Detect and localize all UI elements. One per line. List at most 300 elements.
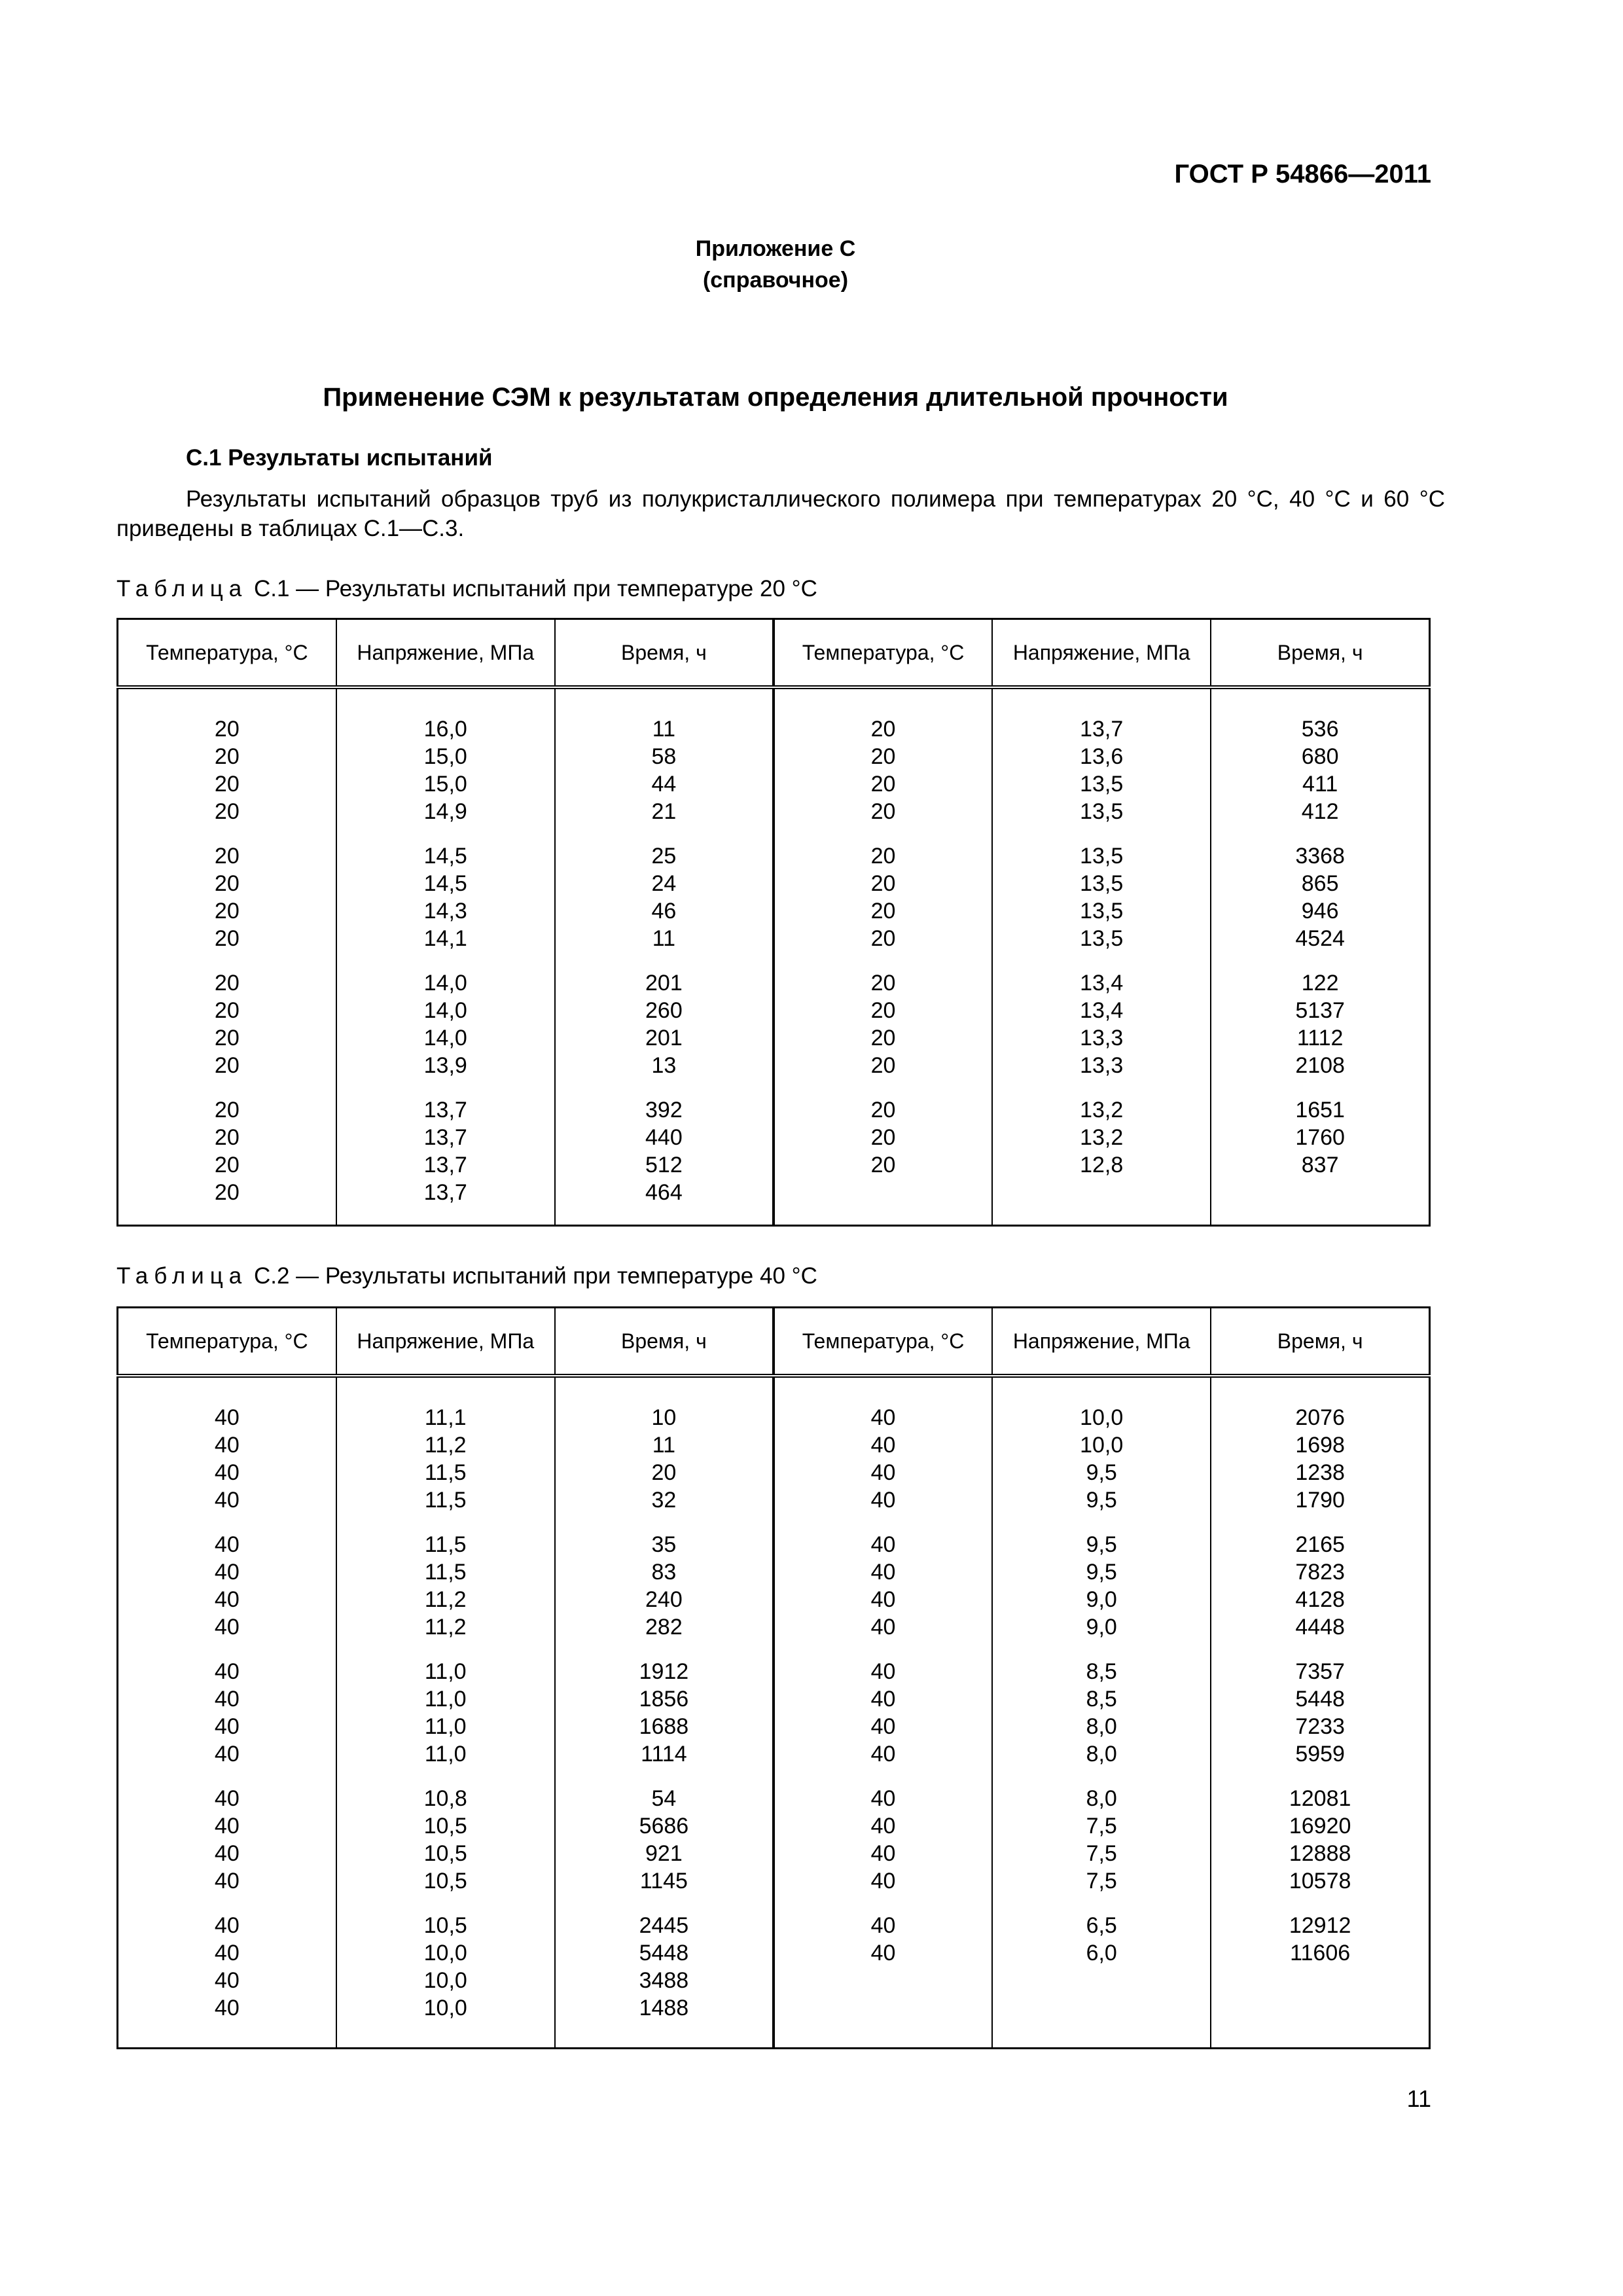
empty-cell bbox=[774, 952, 992, 969]
table-cell: 40 bbox=[774, 1785, 992, 1812]
table-cell: 40 bbox=[118, 1613, 336, 1641]
empty-cell bbox=[992, 952, 1211, 969]
table-cell: 440 bbox=[555, 1124, 774, 1151]
table-cell: 2445 bbox=[555, 1912, 774, 1939]
table-cell: 9,5 bbox=[992, 1486, 1211, 1514]
table-cell: 12,8 bbox=[992, 1151, 1211, 1179]
table-cell: 40 bbox=[774, 1812, 992, 1840]
table-row bbox=[118, 1179, 1430, 1206]
table-cell: 20 bbox=[774, 715, 992, 743]
header-stress: Напряжение, МПа bbox=[336, 619, 555, 688]
appendix-block bbox=[0, 233, 1551, 296]
table-cell: 13,5 bbox=[992, 870, 1211, 897]
header-stress: Напряжение, МПа bbox=[992, 619, 1211, 688]
table-cell: 392 bbox=[555, 1096, 774, 1124]
header-time: Время, ч bbox=[1211, 1308, 1429, 1376]
empty-cell bbox=[774, 2022, 992, 2049]
header-stress: Напряжение, МПа bbox=[992, 1308, 1211, 1376]
table-row bbox=[118, 1713, 1430, 1740]
table-cell: 11,5 bbox=[336, 1531, 555, 1558]
empty-cell bbox=[555, 1641, 774, 1658]
table-row bbox=[118, 1586, 1430, 1613]
table-cell: 1238 bbox=[1211, 1459, 1429, 1486]
table-cell: 1145 bbox=[555, 1867, 774, 1895]
empty-cell bbox=[992, 687, 1211, 715]
table-row bbox=[118, 1404, 1430, 1431]
table-cell: 20 bbox=[118, 798, 336, 825]
table-cell: 20 bbox=[118, 1024, 336, 1052]
table-cell: 201 bbox=[555, 1024, 774, 1052]
table-cell: 10,5 bbox=[336, 1812, 555, 1840]
header-stress: Напряжение, МПа bbox=[336, 1308, 555, 1376]
table-cell: 40 bbox=[118, 1531, 336, 1558]
table-cell bbox=[1211, 1179, 1429, 1206]
table-cell: 40 bbox=[118, 1558, 336, 1586]
table-cell: 4448 bbox=[1211, 1613, 1429, 1641]
empty-cell bbox=[118, 1079, 336, 1096]
table-cell: 946 bbox=[1211, 897, 1429, 925]
table-cell: 512 bbox=[555, 1151, 774, 1179]
table-cell: 40 bbox=[118, 1812, 336, 1840]
table-cell: 5137 bbox=[1211, 997, 1429, 1024]
table-cell: 3368 bbox=[1211, 842, 1429, 870]
table-cell: 15,0 bbox=[336, 770, 555, 798]
table-cell: 11606 bbox=[1211, 1939, 1429, 1967]
table-cell: 4128 bbox=[1211, 1586, 1429, 1613]
header-time: Время, ч bbox=[555, 619, 774, 688]
table-spacer-row bbox=[118, 1895, 1430, 1912]
table-cell: 20 bbox=[118, 715, 336, 743]
empty-cell bbox=[555, 825, 774, 842]
table-cell: 11 bbox=[555, 715, 774, 743]
table-cell: 11,5 bbox=[336, 1459, 555, 1486]
table-spacer-row bbox=[118, 1376, 1430, 1404]
empty-cell bbox=[118, 825, 336, 842]
table-cell: 1112 bbox=[1211, 1024, 1429, 1052]
table-cell: 40 bbox=[118, 1404, 336, 1431]
table-cell: 83 bbox=[555, 1558, 774, 1586]
table2-caption bbox=[116, 1263, 817, 1289]
table-cell: 13 bbox=[555, 1052, 774, 1079]
table-cell: 20 bbox=[774, 770, 992, 798]
table-spacer-row bbox=[118, 1079, 1430, 1096]
table-cell: 40 bbox=[774, 1939, 992, 1967]
table-cell: 40 bbox=[774, 1840, 992, 1867]
table-cell: 13,5 bbox=[992, 770, 1211, 798]
table-cell: 8,0 bbox=[992, 1740, 1211, 1768]
empty-cell bbox=[555, 687, 774, 715]
table-cell: 11,0 bbox=[336, 1713, 555, 1740]
empty-cell bbox=[555, 1206, 774, 1226]
table-row bbox=[118, 1096, 1430, 1124]
table-cell: 7,5 bbox=[992, 1867, 1211, 1895]
table-cell: 1790 bbox=[1211, 1486, 1429, 1514]
table-cell: 40 bbox=[118, 1658, 336, 1685]
table-cell: 40 bbox=[774, 1486, 992, 1514]
table-row bbox=[118, 1658, 1430, 1685]
empty-cell bbox=[118, 1376, 336, 1404]
table-cell: 13,5 bbox=[992, 798, 1211, 825]
table-cell: 16,0 bbox=[336, 715, 555, 743]
table-cell: 6,0 bbox=[992, 1939, 1211, 1967]
table-cell: 40 bbox=[118, 1785, 336, 1812]
empty-cell bbox=[336, 1641, 555, 1658]
table-cell: 13,7 bbox=[992, 715, 1211, 743]
empty-cell bbox=[774, 1376, 992, 1404]
table-cell: 11,1 bbox=[336, 1404, 555, 1431]
table-cell: 13,7 bbox=[336, 1096, 555, 1124]
table-cell: 13,7 bbox=[336, 1124, 555, 1151]
table-cell: 40 bbox=[118, 1939, 336, 1967]
table1-body bbox=[118, 687, 1430, 1226]
table-row bbox=[118, 1812, 1430, 1840]
table-cell bbox=[992, 1179, 1211, 1206]
empty-cell bbox=[555, 1514, 774, 1531]
table-cell: 14,5 bbox=[336, 870, 555, 897]
table-cell: 40 bbox=[118, 1431, 336, 1459]
table-row bbox=[118, 1912, 1430, 1939]
table-cell: 1760 bbox=[1211, 1124, 1429, 1151]
table-cell: 13,5 bbox=[992, 842, 1211, 870]
table2-body bbox=[118, 1376, 1430, 2049]
document-code: ГОСТ Р 54866—2011 bbox=[1174, 160, 1431, 188]
table-row bbox=[118, 870, 1430, 897]
table-cell: 1698 bbox=[1211, 1431, 1429, 1459]
table-cell: 40 bbox=[118, 1912, 336, 1939]
empty-cell bbox=[992, 825, 1211, 842]
empty-cell bbox=[774, 1641, 992, 1658]
table-cell: 2076 bbox=[1211, 1404, 1429, 1431]
table-row bbox=[118, 1558, 1430, 1586]
table-cell: 13,3 bbox=[992, 1052, 1211, 1079]
table-cell: 680 bbox=[1211, 743, 1429, 770]
table-cell: 40 bbox=[118, 1486, 336, 1514]
table-cell: 20 bbox=[118, 1096, 336, 1124]
table-cell bbox=[774, 1179, 992, 1206]
table-header-row bbox=[118, 619, 1430, 688]
empty-cell bbox=[992, 2022, 1211, 2049]
table-header-row bbox=[118, 1308, 1430, 1376]
table-cell: 14,3 bbox=[336, 897, 555, 925]
table-cell: 40 bbox=[774, 1586, 992, 1613]
table-cell: 20 bbox=[774, 997, 992, 1024]
table-cell: 40 bbox=[774, 1658, 992, 1685]
table-cell: 20 bbox=[555, 1459, 774, 1486]
table-row bbox=[118, 1431, 1430, 1459]
table-cell: 8,0 bbox=[992, 1713, 1211, 1740]
empty-cell bbox=[555, 952, 774, 969]
table-row bbox=[118, 1785, 1430, 1812]
empty-cell bbox=[992, 1641, 1211, 1658]
table-cell: 10,0 bbox=[336, 1967, 555, 1994]
table-cell: 13,7 bbox=[336, 1151, 555, 1179]
table-cell: 1114 bbox=[555, 1740, 774, 1768]
empty-cell bbox=[118, 1641, 336, 1658]
table-cell: 13,2 bbox=[992, 1096, 1211, 1124]
table-cell: 58 bbox=[555, 743, 774, 770]
table-cell: 40 bbox=[118, 1867, 336, 1895]
table-cell: 11,5 bbox=[336, 1486, 555, 1514]
table-cell: 122 bbox=[1211, 969, 1429, 997]
table-cell: 14,1 bbox=[336, 925, 555, 952]
table-row bbox=[118, 743, 1430, 770]
table-row bbox=[118, 1840, 1430, 1867]
empty-cell bbox=[774, 1768, 992, 1785]
table-cell: 20 bbox=[118, 870, 336, 897]
empty-cell bbox=[555, 1079, 774, 1096]
empty-cell bbox=[774, 1514, 992, 1531]
table-cell: 20 bbox=[774, 1124, 992, 1151]
section-title: С.1 Результаты испытаний bbox=[186, 445, 493, 471]
table-cell: 1651 bbox=[1211, 1096, 1429, 1124]
table-cell: 13,3 bbox=[992, 1024, 1211, 1052]
table-cell: 837 bbox=[1211, 1151, 1429, 1179]
table-cell: 11 bbox=[555, 925, 774, 952]
table-cell: 40 bbox=[118, 1685, 336, 1713]
table-cell: 9,0 bbox=[992, 1586, 1211, 1613]
table-row bbox=[118, 1740, 1430, 1768]
table-cell: 20 bbox=[774, 1151, 992, 1179]
table-row bbox=[118, 1685, 1430, 1713]
empty-cell bbox=[555, 1768, 774, 1785]
table-cell: 13,2 bbox=[992, 1124, 1211, 1151]
table-cell: 13,5 bbox=[992, 897, 1211, 925]
empty-cell bbox=[992, 1895, 1211, 1912]
table-cell: 20 bbox=[118, 897, 336, 925]
table-row bbox=[118, 1531, 1430, 1558]
table-cell: 35 bbox=[555, 1531, 774, 1558]
results-table-40c bbox=[116, 1306, 1431, 2049]
table-cell: 9,5 bbox=[992, 1531, 1211, 1558]
table-row bbox=[118, 798, 1430, 825]
table-cell bbox=[992, 1967, 1211, 1994]
table-cell: 40 bbox=[774, 1613, 992, 1641]
table-cell: 5686 bbox=[555, 1812, 774, 1840]
empty-cell bbox=[1211, 1206, 1429, 1226]
empty-cell bbox=[774, 687, 992, 715]
table-cell: 13,5 bbox=[992, 925, 1211, 952]
table-cell: 14,0 bbox=[336, 997, 555, 1024]
empty-cell bbox=[118, 2022, 336, 2049]
table-cell: 2165 bbox=[1211, 1531, 1429, 1558]
table-cell: 20 bbox=[774, 743, 992, 770]
empty-cell bbox=[1211, 1895, 1429, 1912]
table-cell: 10 bbox=[555, 1404, 774, 1431]
table-cell: 16920 bbox=[1211, 1812, 1429, 1840]
table-cell: 40 bbox=[774, 1713, 992, 1740]
table-cell: 20 bbox=[118, 997, 336, 1024]
table-cell: 8,5 bbox=[992, 1685, 1211, 1713]
table-cell: 5448 bbox=[1211, 1685, 1429, 1713]
table-row bbox=[118, 1151, 1430, 1179]
empty-cell bbox=[336, 1206, 555, 1226]
table-row bbox=[118, 770, 1430, 798]
table-cell: 40 bbox=[118, 1459, 336, 1486]
table-cell: 4524 bbox=[1211, 925, 1429, 952]
table-cell: 54 bbox=[555, 1785, 774, 1812]
table-cell: 10,5 bbox=[336, 1867, 555, 1895]
table-cell: 20 bbox=[118, 1151, 336, 1179]
empty-cell bbox=[336, 1895, 555, 1912]
table-cell: 536 bbox=[1211, 715, 1429, 743]
table-cell: 282 bbox=[555, 1613, 774, 1641]
table-cell: 20 bbox=[774, 842, 992, 870]
header-temperature: Температура, °С bbox=[774, 1308, 992, 1376]
table-cell: 40 bbox=[774, 1867, 992, 1895]
table-cell: 40 bbox=[774, 1740, 992, 1768]
empty-cell bbox=[555, 2022, 774, 2049]
table-cell: 1688 bbox=[555, 1713, 774, 1740]
table-cell: 10,8 bbox=[336, 1785, 555, 1812]
empty-cell bbox=[118, 1514, 336, 1531]
table-cell: 12888 bbox=[1211, 1840, 1429, 1867]
table1-caption-text: С.1 — Результаты испытаний при температуре 20 °С bbox=[253, 576, 817, 601]
table-cell: 20 bbox=[118, 770, 336, 798]
empty-cell bbox=[1211, 1768, 1429, 1785]
table-cell: 11,2 bbox=[336, 1613, 555, 1641]
table1-caption bbox=[116, 576, 817, 602]
table-cell: 10578 bbox=[1211, 1867, 1429, 1895]
table-cell: 20 bbox=[774, 798, 992, 825]
intro-paragraph: Результаты испытаний образцов труб из полукристаллического полимера при температурах 20 °С, 40 °С и 60 °С приведены в таблицах С.1—С.3. bbox=[116, 486, 1445, 541]
table-cell: 10,0 bbox=[336, 1994, 555, 2022]
table-spacer-row bbox=[118, 2022, 1430, 2049]
table-cell: 240 bbox=[555, 1586, 774, 1613]
table-cell: 20 bbox=[118, 1124, 336, 1151]
table-row bbox=[118, 997, 1430, 1024]
table-row bbox=[118, 1024, 1430, 1052]
table-cell: 13,9 bbox=[336, 1052, 555, 1079]
table-cell: 11,0 bbox=[336, 1685, 555, 1713]
header-temperature: Температура, °С bbox=[118, 619, 336, 688]
table-spacer-row bbox=[118, 1206, 1430, 1226]
table-cell: 14,9 bbox=[336, 798, 555, 825]
table-cell: 20 bbox=[774, 870, 992, 897]
table-cell: 921 bbox=[555, 1840, 774, 1867]
table-cell: 40 bbox=[774, 1431, 992, 1459]
empty-cell bbox=[336, 825, 555, 842]
table-cell: 20 bbox=[774, 969, 992, 997]
empty-cell bbox=[1211, 825, 1429, 842]
table-cell: 20 bbox=[118, 842, 336, 870]
table-cell: 9,5 bbox=[992, 1558, 1211, 1586]
table-cell: 20 bbox=[774, 897, 992, 925]
table-cell: 15,0 bbox=[336, 743, 555, 770]
table-cell: 11 bbox=[555, 1431, 774, 1459]
table-cell: 10,0 bbox=[992, 1404, 1211, 1431]
table-cell: 412 bbox=[1211, 798, 1429, 825]
empty-cell bbox=[336, 952, 555, 969]
table-cell: 13,4 bbox=[992, 969, 1211, 997]
table-row bbox=[118, 1967, 1430, 1994]
table-row bbox=[118, 1867, 1430, 1895]
table-row bbox=[118, 1939, 1430, 1967]
table-cell: 1912 bbox=[555, 1658, 774, 1685]
table-cell: 24 bbox=[555, 870, 774, 897]
table-cell: 21 bbox=[555, 798, 774, 825]
header-time: Время, ч bbox=[1211, 619, 1429, 688]
table-cell: 20 bbox=[774, 1024, 992, 1052]
table-cell bbox=[774, 1967, 992, 1994]
table-row bbox=[118, 1052, 1430, 1079]
table-cell: 40 bbox=[118, 1586, 336, 1613]
table-cell bbox=[1211, 1994, 1429, 2022]
table-cell: 20 bbox=[774, 925, 992, 952]
table-cell: 14,0 bbox=[336, 1024, 555, 1052]
table-cell: 5448 bbox=[555, 1939, 774, 1967]
table-cell bbox=[774, 1994, 992, 2022]
empty-cell bbox=[992, 1206, 1211, 1226]
table-row bbox=[118, 1124, 1430, 1151]
table-cell: 40 bbox=[118, 1994, 336, 2022]
table-cell: 2108 bbox=[1211, 1052, 1429, 1079]
table-spacer-row bbox=[118, 687, 1430, 715]
table-cell: 40 bbox=[774, 1912, 992, 1939]
table-cell bbox=[1211, 1967, 1429, 1994]
empty-cell bbox=[1211, 2022, 1429, 2049]
empty-cell bbox=[118, 1206, 336, 1226]
table-cell: 9,0 bbox=[992, 1613, 1211, 1641]
table-spacer-row bbox=[118, 825, 1430, 842]
table-cell: 20 bbox=[118, 925, 336, 952]
table-row bbox=[118, 1994, 1430, 2022]
empty-cell bbox=[336, 2022, 555, 2049]
table-cell: 40 bbox=[774, 1404, 992, 1431]
table-row bbox=[118, 1459, 1430, 1486]
results-table-20c bbox=[116, 618, 1431, 1227]
page-number: 11 bbox=[1406, 2085, 1431, 2112]
table-cell: 11,0 bbox=[336, 1740, 555, 1768]
table-cell: 40 bbox=[118, 1713, 336, 1740]
table-cell: 5959 bbox=[1211, 1740, 1429, 1768]
table-spacer-row bbox=[118, 1641, 1430, 1658]
table-cell: 40 bbox=[118, 1967, 336, 1994]
table-cell: 20 bbox=[118, 969, 336, 997]
table-cell: 7823 bbox=[1211, 1558, 1429, 1586]
table-cell: 10,5 bbox=[336, 1840, 555, 1867]
empty-cell bbox=[992, 1768, 1211, 1785]
empty-cell bbox=[118, 1895, 336, 1912]
header-temperature: Температура, °С bbox=[118, 1308, 336, 1376]
table-cell: 14,0 bbox=[336, 969, 555, 997]
table-cell: 7233 bbox=[1211, 1713, 1429, 1740]
table-cell: 8,0 bbox=[992, 1785, 1211, 1812]
table-cell: 46 bbox=[555, 897, 774, 925]
table-cell: 20 bbox=[774, 1052, 992, 1079]
table-cell: 6,5 bbox=[992, 1912, 1211, 1939]
header-temperature: Температура, °С bbox=[774, 619, 992, 688]
table-row bbox=[118, 897, 1430, 925]
table-cell: 10,5 bbox=[336, 1912, 555, 1939]
table-row bbox=[118, 1613, 1430, 1641]
table-cell: 40 bbox=[774, 1459, 992, 1486]
main-heading: Применение СЭМ к результатам определения длительной прочности bbox=[323, 383, 1228, 412]
table-spacer-row bbox=[118, 1768, 1430, 1785]
table-cell: 7357 bbox=[1211, 1658, 1429, 1685]
table-spacer-row bbox=[118, 952, 1430, 969]
table-cell: 20 bbox=[118, 1052, 336, 1079]
table-cell: 40 bbox=[774, 1558, 992, 1586]
table-cell: 10,0 bbox=[992, 1431, 1211, 1459]
empty-cell bbox=[118, 1768, 336, 1785]
table-cell: 13,6 bbox=[992, 743, 1211, 770]
empty-cell bbox=[774, 1206, 992, 1226]
table2-caption-word: Таблица bbox=[116, 1263, 248, 1289]
empty-cell bbox=[555, 1895, 774, 1912]
table-cell: 20 bbox=[118, 1179, 336, 1206]
table-cell: 11,2 bbox=[336, 1431, 555, 1459]
empty-cell bbox=[1211, 687, 1429, 715]
